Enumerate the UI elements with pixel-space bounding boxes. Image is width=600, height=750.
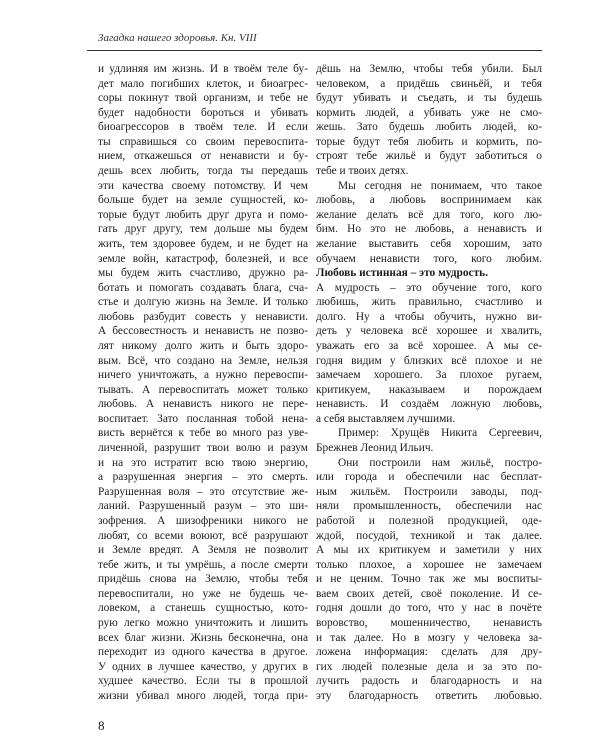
text-line: нием, откажешься от ненависти и бу- bbox=[98, 150, 308, 163]
text-line: ненависть. И создаём ложную любовь, bbox=[316, 398, 542, 411]
text-line: любишь, жить правильно, счастливо и bbox=[316, 296, 542, 309]
text-line: критикуем, наказываем и порождаем bbox=[316, 383, 542, 396]
text-line: Любовь истинная – это мудрость. bbox=[316, 267, 489, 280]
text-line: воровство, мошенничество, ненависть bbox=[316, 616, 542, 629]
text-line: ным жильём. Построили заводы, под- bbox=[316, 485, 542, 498]
text-line: только плохое, а хорошее не замечаем bbox=[316, 558, 542, 571]
text-line: соры покинут твой организм, и тебе не bbox=[98, 92, 308, 105]
text-line: и так далее. Но в мозгу у человека за- bbox=[316, 631, 542, 644]
text-line: любовь разбудит совесть у ненависти. bbox=[98, 310, 308, 323]
text-line: ботать и помогать создавать блага, сча- bbox=[98, 281, 308, 294]
text-line: и удлиняя им жизнь. И в твоём теле бу- bbox=[98, 63, 308, 75]
text-line: эти качества своему потомству. И чем bbox=[98, 179, 308, 192]
text-line: будут убивать и съедать, и ты будешь bbox=[316, 92, 542, 105]
text-line: дет мало погибших клеток, и биоагрес- bbox=[98, 77, 308, 90]
text-line: любовь, а любовь воспринимаем как bbox=[316, 194, 542, 207]
text-line: будет надобности бороться и убивать bbox=[98, 106, 308, 119]
text-line: переходит из одного качества в другое. bbox=[98, 646, 308, 659]
text-line: Брежнев Леонид Ильич. bbox=[316, 442, 434, 455]
text-line: стье и долгую жизнь на Земле. И только bbox=[98, 296, 308, 309]
right-column bbox=[316, 62, 542, 703]
text-line: желание делать всё для того, кого лю- bbox=[316, 208, 542, 221]
text-line: всех благ жизни. Жизнь бесконечна, она bbox=[98, 631, 308, 644]
text-line: вым. Всё, что создано на Земле, нельзя bbox=[98, 354, 308, 367]
text-line: а разрушенная энергия – это смерть. bbox=[98, 471, 308, 484]
text-line: любят, со всеми воюют, всё разрушают bbox=[98, 529, 308, 542]
text-line: личенной, разрушит твои волю и разум bbox=[98, 442, 308, 455]
text-line: человеком, а придёшь свиньёй, и тебя bbox=[316, 77, 542, 90]
text-line: жешь. Зато будешь любить людей, ко- bbox=[316, 121, 542, 134]
text-line: тебе жить, и ты умрёшь, а после смерти bbox=[98, 558, 308, 571]
text-line: и на это истратит всю твою энергию, bbox=[98, 456, 308, 469]
text-line: У одних в лучшее качество, у других в bbox=[98, 660, 308, 673]
text-line: земле войн, катастроф, болезней, и все bbox=[98, 252, 308, 265]
text-line: ты справишься со своим перевоспита- bbox=[98, 135, 308, 148]
text-line: гать друг другу, тем дольше мы будем bbox=[98, 223, 308, 236]
text-line: работой и полезной продукцией, оде- bbox=[316, 514, 542, 527]
left-column bbox=[98, 62, 308, 703]
text-line: желание выставить себя хорошим, зато bbox=[316, 237, 542, 250]
text-line: Пример: Хрущёв Никита Сергеевич, bbox=[338, 427, 542, 440]
text-line: Разрушенная воля – это отсутствие же- bbox=[98, 485, 308, 498]
text-line: рую легко можно уничтожить и лишить bbox=[98, 616, 308, 629]
text-line: ложена информация: сделать для дру- bbox=[316, 646, 542, 659]
text-line: строят тебе жильё и будут заботиться о bbox=[316, 150, 542, 163]
text-line: годня видим у близких всё плохое и не bbox=[316, 354, 542, 367]
text-line: дёшь на Землю, чтобы тебя убили. Был bbox=[316, 63, 542, 75]
text-line: ваем своих детей, своё поколение. И се- bbox=[316, 587, 542, 600]
text-line: деть у человека всё хорошее и хвалить, bbox=[316, 325, 542, 338]
text-line: ничего уничтожать, а нужно перевоспи- bbox=[98, 369, 308, 382]
text-line: и Земле вредят. А Земля не позволит bbox=[98, 544, 308, 557]
text-line: зофрения. А шизофреники никого не bbox=[98, 514, 308, 527]
text-line: А бессовестность и ненависть не позво- bbox=[98, 325, 308, 338]
text-line: долго. Ну а чтобы обучить, нужно ви- bbox=[316, 310, 542, 323]
text-line: любовь. А ненависть никого не пере- bbox=[98, 398, 308, 411]
text-line: А мы их критикуем и заметили у них bbox=[316, 544, 542, 557]
text-line: худшее качество. Если ты в прошлой bbox=[98, 675, 308, 688]
text-line: Они построили нам жильё, постро- bbox=[338, 456, 542, 469]
text-line: лучить радость и благодарность и на bbox=[316, 675, 542, 688]
text-line: жизни убивал много людей, тогда при- bbox=[98, 689, 308, 702]
text-line: биоагрессоров в твоём теле. И если bbox=[98, 121, 308, 134]
text-line: кормить людей, а убивать уже не смо- bbox=[316, 106, 542, 119]
text-line: или города и обеспечили нас бесплат- bbox=[316, 471, 542, 484]
text-line: бим. Но это не любовь, а ненависть и bbox=[316, 223, 542, 236]
text-line: няли промышленность, обеспечили нас bbox=[316, 500, 542, 513]
text-line: торые будут любить друг друга и помо- bbox=[98, 208, 308, 221]
text-line: придёшь снова на Землю, чтобы тебя bbox=[98, 573, 308, 586]
page-number: 8 bbox=[98, 718, 105, 733]
text-line: тебе и твоих детях. bbox=[316, 165, 409, 178]
text-line: гих людей полезные дела и за это по- bbox=[316, 660, 542, 673]
text-line: торые будут тебя любить и кормить, по- bbox=[316, 135, 542, 148]
text-line: дешь всех любить, тогда ты передашь bbox=[98, 165, 308, 178]
text-line: уважать его за всё хорошее. А мы се- bbox=[316, 339, 542, 352]
text-line: ждой, посудой, техникой и так далее. bbox=[316, 529, 542, 542]
text-line: и не ценим. Точно так же мы воспиты- bbox=[316, 573, 542, 586]
text-line: жить, тем здоровее будем, и не будет на bbox=[98, 237, 308, 250]
running-head: Загадка нашего здоровья. Кн. VIII bbox=[98, 32, 257, 44]
text-line: замечаем хорошего. За плохое ругаем, bbox=[316, 369, 542, 382]
text-line: а себя выставляем лучшими. bbox=[316, 412, 456, 425]
text-line: лят никому долго жить и быть здоро- bbox=[98, 339, 308, 352]
text-line: ловеком, а станешь сущностью, кото- bbox=[98, 602, 308, 615]
text-line: висть вернётся к тебе во много раз уве- bbox=[98, 427, 308, 440]
text-line: эту благодарность ответить любовью. bbox=[316, 689, 542, 702]
text-line: мы будем жить счастливо, дружно ра- bbox=[98, 267, 308, 280]
text-line: больше будет на земле сущностей, ко- bbox=[98, 194, 308, 207]
text-line: ланий. Разрушенный разум – это ши- bbox=[98, 500, 308, 513]
text-line: А мудрость – это обучение того, кого bbox=[316, 281, 542, 294]
text-line: Мы сегодня не понимаем, что такое bbox=[338, 179, 542, 192]
header-rule bbox=[87, 50, 542, 51]
text-line: перевоспитали, но уже не будешь че- bbox=[98, 587, 308, 600]
text-line: обучаем ненависти того, кого любим. bbox=[316, 252, 542, 265]
text-line: тывать. А перевоспитать может только bbox=[98, 383, 308, 396]
text-line: годня дошли до того, что у нас в почёте bbox=[316, 602, 542, 615]
text-line: воспитает. Зато посланная тобой нена- bbox=[98, 412, 308, 425]
